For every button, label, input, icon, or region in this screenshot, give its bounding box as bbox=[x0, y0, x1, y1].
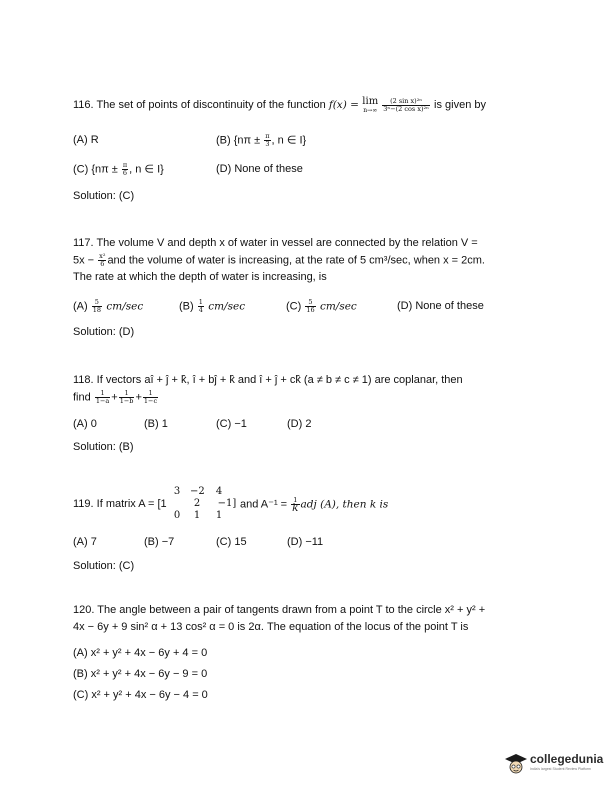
text-fragment: 1 bbox=[291, 497, 299, 505]
question-119-stem: 119. If matrix A = [1 bbox=[73, 498, 167, 510]
option-a: (A) x² + y² + 4x − 6y + 4 = 0 bbox=[73, 647, 208, 659]
text-fragment: 1−c bbox=[143, 397, 158, 405]
option-b: (B) 1 bbox=[144, 418, 168, 430]
question-117-line1: 117. The volume V and depth x of water in vessel are connected by the relation V = bbox=[73, 237, 478, 249]
option-c: (C) x² + y² + 4x − 6y − 4 = 0 bbox=[73, 689, 208, 701]
question-119-stem-rest bbox=[240, 497, 470, 512]
question-117-line3: The rate at which the depth of water is increasing, is bbox=[73, 271, 327, 283]
option-c: (C) 15 bbox=[216, 536, 247, 548]
question-116-stem bbox=[73, 96, 543, 114]
option-b: (B) −7 bbox=[144, 536, 175, 548]
option-a bbox=[73, 299, 143, 314]
fraction bbox=[198, 299, 204, 314]
text-fragment: is given by bbox=[430, 98, 486, 111]
fraction bbox=[122, 162, 128, 177]
text-fragment: , n ∈ I} bbox=[271, 134, 307, 147]
text-fragment: 4 bbox=[215, 486, 223, 497]
text-fragment: 1 bbox=[143, 390, 158, 398]
option-d: (D) 2 bbox=[287, 418, 312, 430]
text-fragment: + bbox=[111, 391, 118, 404]
text-fragment: n→∞ bbox=[363, 107, 378, 114]
text-fragment: (B) bbox=[179, 300, 197, 313]
solution-117: Solution: (D) bbox=[73, 326, 135, 338]
fraction bbox=[95, 390, 110, 405]
text-fragment: 1 bbox=[119, 390, 135, 398]
text-fragment: 6 bbox=[122, 169, 128, 177]
text-fragment: f(x) = bbox=[328, 98, 363, 111]
text-fragment: + bbox=[135, 391, 142, 404]
option-c: (C) −1 bbox=[216, 418, 247, 430]
text-fragment: , n ∈ I} bbox=[129, 163, 164, 176]
text-fragment: −1] bbox=[217, 498, 237, 509]
question-119-options bbox=[73, 535, 543, 550]
text-fragment: 6 bbox=[100, 260, 105, 268]
text-fragment: lim bbox=[362, 96, 379, 107]
question-118-options bbox=[73, 417, 543, 432]
fraction bbox=[264, 133, 270, 148]
question-117-line2 bbox=[73, 253, 543, 268]
text-fragment: 5 bbox=[305, 299, 315, 307]
solution-119: Solution: (C) bbox=[73, 560, 135, 572]
text-fragment: 2 bbox=[193, 498, 201, 509]
question-118-line2 bbox=[73, 390, 543, 405]
option-d: (D) None of these bbox=[216, 163, 303, 175]
text-fragment: 1 bbox=[198, 298, 203, 306]
question-120-line2: 4x − 6y + 9 sin² α + 13 cos² α = 0 is 2α. The equation of the locus of the point T is bbox=[73, 621, 469, 633]
option-d: (D) None of these bbox=[397, 300, 484, 312]
collegedunia-logo bbox=[504, 750, 604, 778]
option-a: (A) R bbox=[73, 134, 99, 146]
text-fragment: India's largest Student Review Platform bbox=[530, 767, 591, 771]
limit-operator bbox=[362, 96, 378, 114]
option-b bbox=[179, 299, 245, 314]
text-fragment: 1−b bbox=[119, 397, 134, 405]
text-fragment: 1−a bbox=[95, 397, 110, 405]
question-116-options-row2 bbox=[73, 162, 543, 177]
text-fragment: π bbox=[265, 132, 270, 140]
text-fragment: 4 bbox=[198, 306, 203, 314]
solution-116: Solution: (C) bbox=[73, 190, 135, 202]
text-fragment: (C) bbox=[286, 300, 305, 313]
solution-118: Solution: (B) bbox=[73, 441, 134, 453]
text-fragment: 18 bbox=[92, 306, 102, 314]
text-fragment: (C) {nπ ± bbox=[73, 163, 121, 176]
question-120-line1: 120. The angle between a pair of tangents drawn from a point T to the circle x² + y² + bbox=[73, 604, 486, 616]
text-fragment: x² bbox=[99, 252, 106, 260]
text-fragment: (2 sin x)²ⁿ bbox=[382, 98, 430, 106]
option-b bbox=[216, 133, 306, 148]
option-c bbox=[73, 162, 164, 177]
text-fragment: collegedunia bbox=[530, 752, 604, 766]
text-fragment: and A⁻¹ = bbox=[240, 498, 291, 511]
text-fragment: 5 bbox=[92, 299, 102, 307]
option-a: (A) 7 bbox=[73, 536, 97, 548]
text-fragment: 3 bbox=[173, 486, 181, 497]
fraction bbox=[92, 299, 102, 314]
option-d: (D) −11 bbox=[287, 536, 324, 548]
question-118-line1: 118. If vectors aî + ĵ + k̂, î + bĵ + k̂ and î + ĵ + ck̂ (a ≠ b ≠ c ≠ 1) are coplanar, then bbox=[73, 374, 463, 386]
text-fragment: k bbox=[292, 502, 299, 514]
text-fragment: (B) {nπ ± bbox=[216, 134, 264, 147]
text-fragment: π bbox=[122, 161, 128, 169]
question-117-options bbox=[73, 299, 543, 314]
option-b: (B) x² + y² + 4x − 6y − 9 = 0 bbox=[73, 668, 208, 680]
matrix-a bbox=[170, 486, 240, 526]
text-fragment: −2 bbox=[190, 486, 205, 497]
text-fragment: adj (A), then k is bbox=[300, 498, 389, 511]
text-fragment: cm/sec bbox=[316, 300, 357, 313]
option-a: (A) 0 bbox=[73, 418, 97, 430]
text-fragment: cm/sec bbox=[103, 300, 144, 313]
text-fragment: 3ⁿ−(2 cos x)²ⁿ bbox=[383, 104, 429, 113]
graduate-mascot-icon bbox=[504, 752, 528, 776]
option-c bbox=[286, 299, 357, 314]
text-fragment: 3 bbox=[265, 140, 270, 148]
text-fragment: 1 bbox=[193, 510, 201, 521]
fraction bbox=[143, 390, 158, 405]
text-fragment: 1 bbox=[95, 390, 110, 398]
fraction bbox=[98, 253, 106, 268]
text-fragment: cm/sec bbox=[204, 300, 246, 313]
text-fragment: and the volume of water is increasing, at the rate of 5 cm³/sec, when x = 2cm. bbox=[107, 254, 485, 267]
text-fragment: 5x − bbox=[73, 254, 98, 267]
fraction bbox=[291, 497, 299, 512]
fraction bbox=[119, 390, 135, 405]
text-fragment: find bbox=[73, 391, 91, 404]
text-fragment: 1 bbox=[215, 510, 223, 521]
text-fragment: 0 bbox=[173, 510, 181, 521]
limit-fraction bbox=[382, 98, 430, 113]
question-116-options-row1 bbox=[73, 133, 543, 148]
fraction bbox=[305, 299, 315, 314]
text-fragment: (A) bbox=[73, 300, 91, 313]
text-fragment: 16 bbox=[306, 306, 315, 314]
text-fragment: 116. The set of points of discontinuity of the function bbox=[73, 98, 329, 111]
